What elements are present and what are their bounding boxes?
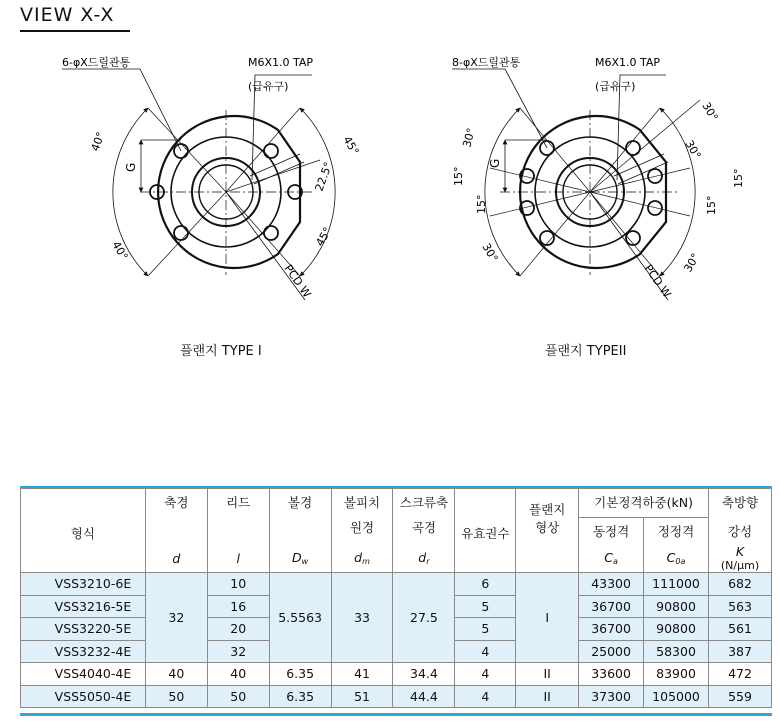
col-ball-header: 볼경 — [269, 489, 331, 518]
cell-flange: I — [516, 573, 579, 663]
type1-angle-right-bottom: 45° — [313, 225, 335, 249]
type2-angle-right-15a: 15° — [732, 168, 745, 188]
type2-g-label: G — [488, 158, 502, 168]
cell-model: VSS3210-6E — [21, 573, 146, 596]
cell-turns: 5 — [455, 618, 516, 641]
type1-angle-right-mid: 22.5° — [312, 160, 336, 194]
flange2-hole — [648, 169, 662, 183]
cell-pitch: 41 — [331, 663, 393, 686]
cell-ball: 6.35 — [269, 663, 331, 686]
type1-angle-bottom: 40° — [109, 239, 131, 263]
cell-pitch: 51 — [331, 685, 393, 708]
col-static-header: 정정격 — [644, 518, 709, 545]
flange1-hole — [174, 226, 188, 240]
type2-angle-right-15b: 15° — [705, 195, 718, 215]
sym-ball: D — [292, 550, 302, 565]
cell-lead: 32 — [207, 640, 269, 663]
cell-c0a: 90800 — [644, 618, 709, 641]
col-pitch-header: 볼피치 — [331, 489, 393, 518]
cell-pitch: 33 — [331, 573, 393, 663]
type2-angle-left-top: 30° — [460, 126, 478, 149]
cell-turns: 6 — [455, 573, 516, 596]
type1-caption: 플랜지 TYPE I — [180, 344, 262, 359]
type2-angle-left-mid1: 15° — [452, 166, 465, 186]
type2-tap-label: M6X1.0 TAP — [595, 56, 661, 69]
cell-k: 472 — [709, 663, 772, 686]
type1-angle-top: 40° — [88, 130, 108, 154]
col-ball-blank — [269, 518, 331, 545]
col-axial-header-2: 강성 — [709, 518, 772, 545]
col-root-header-2: 곡경 — [393, 518, 455, 545]
cell-shaft: 32 — [145, 573, 207, 663]
sym-axial-k: K — [735, 544, 745, 559]
cell-turns: 4 — [455, 640, 516, 663]
type2-tap-sub: (급유구) — [595, 80, 636, 93]
sym-ball-sub: w — [301, 557, 309, 566]
table-bottom-rule — [20, 713, 772, 716]
sym-stat: C — [666, 550, 676, 565]
sym-lead: l — [236, 550, 240, 566]
sym-axial-unit: (N/μm) — [720, 559, 760, 572]
cell-lead: 10 — [207, 573, 269, 596]
cell-ca: 36700 — [579, 618, 644, 641]
cell-flange: II — [516, 663, 579, 686]
cell-flange: II — [516, 685, 579, 708]
cell-c0a: 83900 — [644, 663, 709, 686]
col-axial-header: 축방향 — [709, 489, 772, 518]
cell-ca: 25000 — [579, 640, 644, 663]
cell-k: 682 — [709, 573, 772, 596]
col-load-header: 기본정격하중(kN) — [579, 489, 709, 518]
flange2-hole — [626, 141, 640, 155]
table-row — [21, 663, 772, 686]
sym-stat-sub: 0a — [675, 557, 686, 566]
flange2-hole — [648, 201, 662, 215]
sym-pitch-sub: m — [362, 557, 370, 566]
col-model-header: 형식 — [21, 489, 146, 573]
cell-lead: 40 — [207, 663, 269, 686]
cell-ball: 5.5563 — [269, 573, 331, 663]
cell-turns: 5 — [455, 595, 516, 618]
cell-model: VSS5050-4E — [21, 685, 146, 708]
type1-angle-right-top: 45° — [340, 134, 362, 158]
cell-turns: 4 — [455, 685, 516, 708]
type2-angle-right-bottom: 30° — [681, 251, 703, 275]
sym-pitch: d — [354, 550, 363, 565]
cell-k: 559 — [709, 685, 772, 708]
type2-angle-left-bottom: 30° — [479, 241, 501, 265]
col-root-header: 스크류축 — [393, 489, 455, 518]
type1-g-label: G — [124, 162, 138, 172]
type2-caption: 플랜지 TYPEII — [545, 344, 627, 359]
type2-angle-right-top: 30° — [699, 100, 721, 124]
col-shaft-blank — [145, 518, 207, 545]
table-row — [21, 573, 772, 596]
cell-k: 563 — [709, 595, 772, 618]
type2-angle-right-mid: 30° — [682, 138, 704, 162]
sym-flange-blank — [516, 544, 579, 573]
cell-ca: 37300 — [579, 685, 644, 708]
type1-tap-sub: (급유구) — [248, 80, 289, 93]
cell-root: 27.5 — [393, 573, 455, 663]
col-lead-header: 리드 — [207, 489, 269, 518]
cell-c0a: 111000 — [644, 573, 709, 596]
col-flange-header: 플랜지 — [516, 489, 579, 518]
cell-k: 561 — [709, 618, 772, 641]
cell-shaft: 40 — [145, 663, 207, 686]
cell-model: VSS4040-4E — [21, 663, 146, 686]
cell-c0a: 105000 — [644, 685, 709, 708]
cell-ca: 33600 — [579, 663, 644, 686]
sym-root: d — [418, 550, 427, 565]
sym-shaft: d — [172, 550, 181, 566]
view-title-underline — [20, 30, 130, 32]
cell-model: VSS3216-5E — [21, 595, 146, 618]
cell-model: VSS3232-4E — [21, 640, 146, 663]
col-pitch-header-2: 원경 — [331, 518, 393, 545]
cell-lead: 50 — [207, 685, 269, 708]
type1-pcd-label: PCD W — [281, 262, 314, 301]
type2-angle-left-mid2: 15° — [475, 194, 488, 214]
type1-hole-label: 6-φX드릴관통 — [62, 56, 131, 69]
table-row — [21, 685, 772, 708]
cell-turns: 4 — [455, 663, 516, 686]
type2-pcd-label: PCD W — [641, 262, 674, 301]
cell-c0a: 90800 — [644, 595, 709, 618]
col-turns-header: 유효권수 — [455, 489, 516, 573]
cell-ca: 43300 — [579, 573, 644, 596]
cell-root: 34.4 — [393, 663, 455, 686]
flange-type2-drawing — [452, 69, 703, 300]
cell-model: VSS3220-5E — [21, 618, 146, 641]
type2-hole-label: 8-φX드릴관통 — [452, 56, 521, 69]
cell-lead: 20 — [207, 618, 269, 641]
cell-k: 387 — [709, 640, 772, 663]
col-shaft-header: 축경 — [145, 489, 207, 518]
cell-lead: 16 — [207, 595, 269, 618]
col-lead-blank — [207, 518, 269, 545]
view-title: VIEW X-X — [20, 4, 115, 26]
cell-shaft: 50 — [145, 685, 207, 708]
cell-c0a: 58300 — [644, 640, 709, 663]
cell-root: 44.4 — [393, 685, 455, 708]
sym-dyn-sub: a — [613, 557, 618, 566]
sym-root-sub: r — [426, 557, 430, 566]
cell-ca: 36700 — [579, 595, 644, 618]
col-dynamic-header: 동정격 — [579, 518, 644, 545]
sym-dyn: C — [604, 550, 613, 565]
cell-ball: 6.35 — [269, 685, 331, 708]
spec-table — [20, 488, 772, 708]
flange-drawings — [0, 40, 780, 340]
col-flange-header-2: 형상 — [516, 518, 579, 545]
type1-tap-label: M6X1.0 TAP — [248, 56, 314, 69]
